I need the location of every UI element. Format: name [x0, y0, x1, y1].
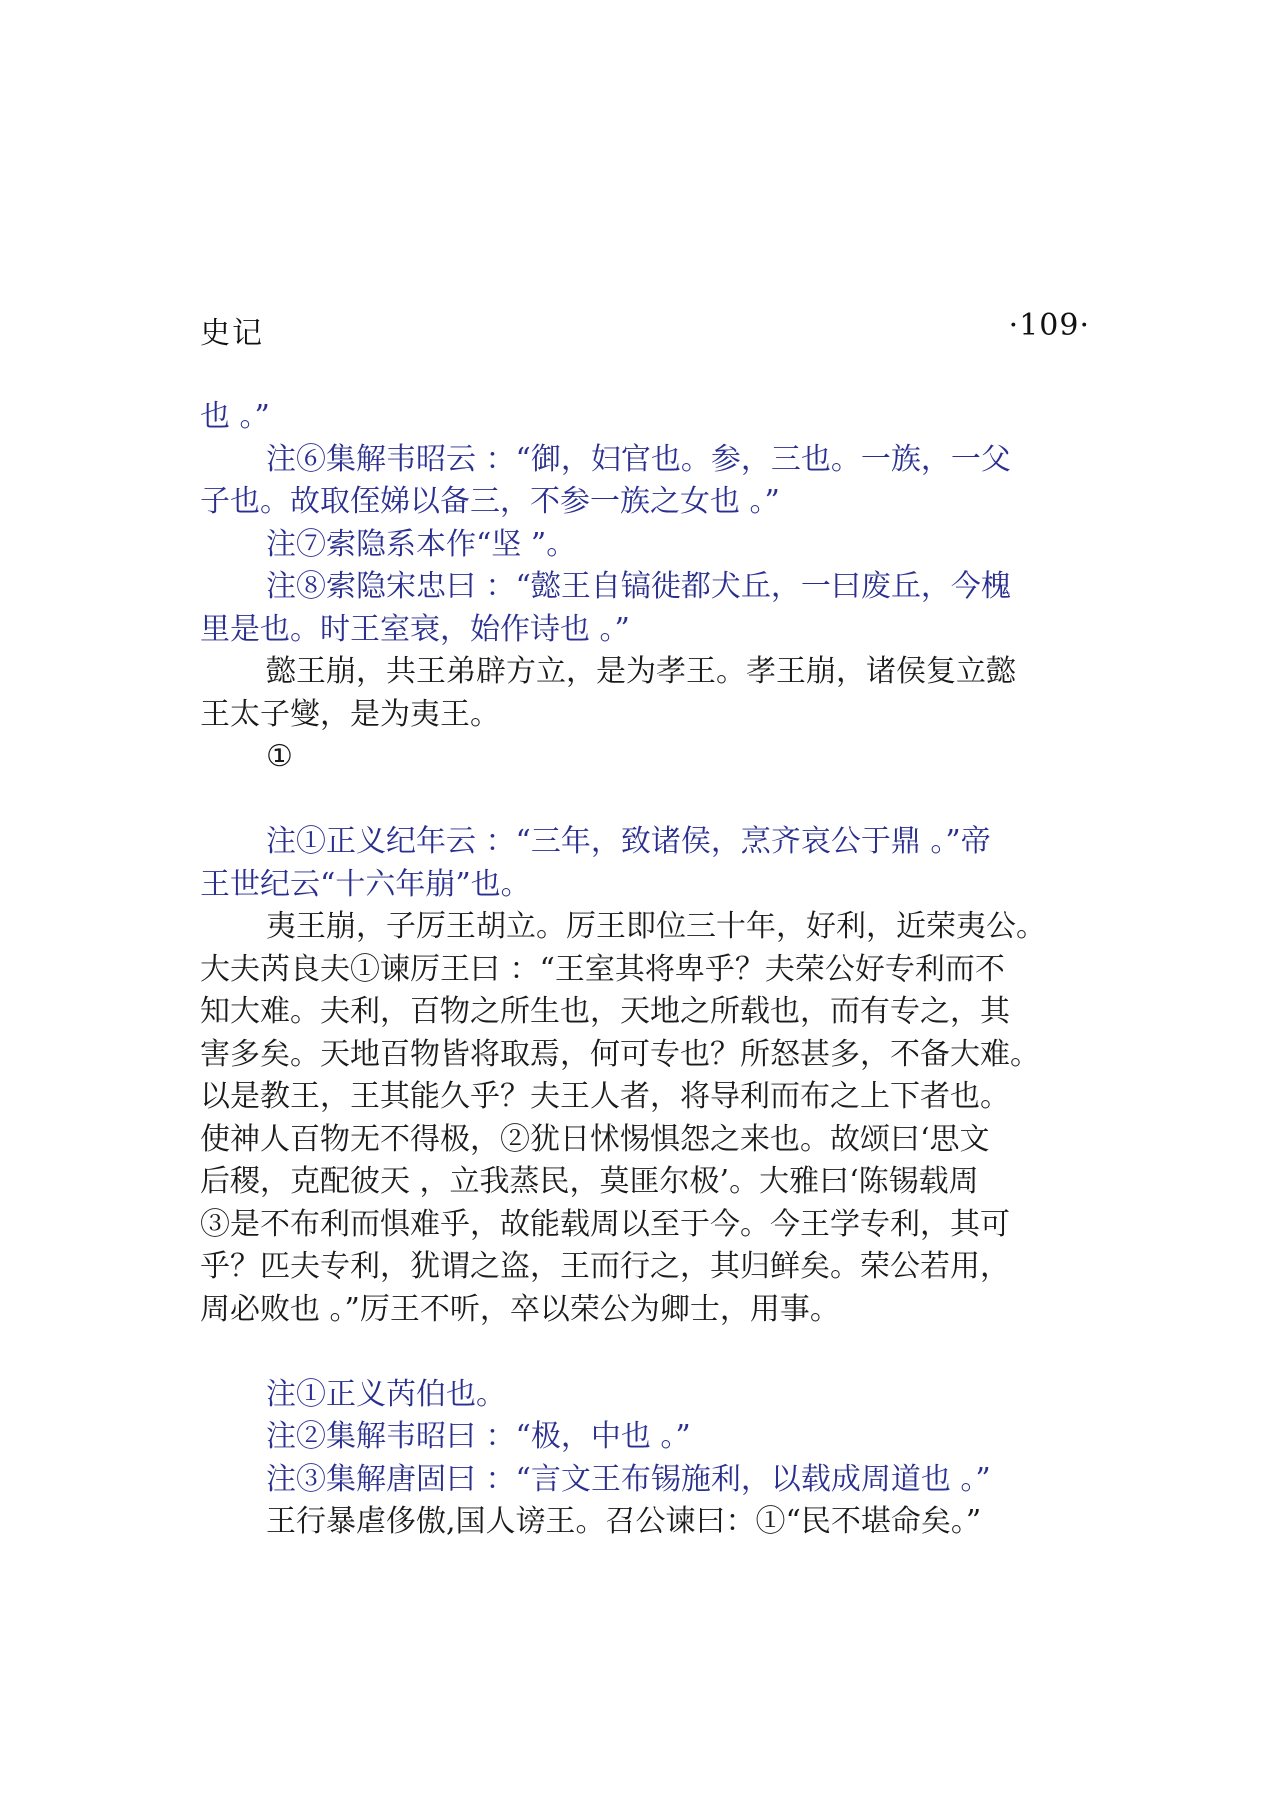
text-line: 害多矣。天地百物皆将取焉，何可专也？所怒甚多，不备大难。	[200, 1036, 1040, 1072]
annotation-line: 也 。”	[200, 399, 270, 434]
page-header	[200, 308, 1090, 354]
annotation-line: 王世纪云“十六年崩”也。	[200, 866, 531, 902]
text-line: 知大难。夫利，百物之所生也，天地之所载也，而有专之，其	[200, 994, 1010, 1029]
annotation-line: 注①正义芮伯也。	[266, 1376, 506, 1412]
text-line: 乎？匹夫专利，犹谓之盗，王而行之，其归鲜矣。荣公若用，	[200, 1249, 1010, 1284]
annotation-line: 注③集解唐固曰 ：“言文王布锡施利，以载成周道也 。”	[266, 1461, 991, 1497]
text-line: 王太子燮，是为夷王。	[200, 696, 500, 732]
text-line: ③是不布利而惧难乎，故能载周以至于今。今王学专利，其可	[200, 1206, 1010, 1242]
annotation-line: 注⑧索隐宋忠曰 ：“懿王自镐徙都犬丘，一曰废丘，今槐	[266, 569, 1011, 604]
text-line: 以是教王，王其能久乎？夫王人者，将导利而布之上下者也。	[200, 1079, 1010, 1114]
text-line: 大夫芮良夫①谏厉王曰 ：“王室其将卑乎？夫荣公好专利而不	[200, 951, 1005, 987]
annotation-line: 里是也。时王室衰，始作诗也 。”	[200, 611, 630, 647]
page-number: ·109·	[1008, 308, 1090, 343]
book-title: 史记	[200, 316, 264, 351]
text-line: 周必败也 。”厉王不听，卒以荣公为卿士，用事。	[200, 1291, 840, 1327]
annotation-line: 注⑦索隐系本作“坚 ”。	[266, 526, 577, 562]
annotation-line: 子也。故取侄娣以备三，不参一族之女也 。”	[200, 484, 780, 519]
annotation-line: 注①正义纪年云 ：“三年，致诸侯，烹齐哀公于鼎 。”帝	[266, 824, 991, 859]
annotation-line: 注⑥集解韦昭云 ：“御，妇官也。参，三也。一族，一父	[266, 441, 1011, 477]
page-body	[200, 396, 1090, 1544]
text-line: 后稷，克配彼天 ，立我蒸民，莫匪尔极’。大雅曰‘陈锡载周	[200, 1164, 979, 1199]
text-line: 王行暴虐侈傲,国人谤王。召公谏曰：①“民不堪命矣。”	[266, 1504, 982, 1539]
text-line: ①	[266, 739, 293, 774]
text-line: 夷王崩，子厉王胡立。厉王即位三十年，好利，近荣夷公。	[266, 909, 1046, 944]
text-line: 懿王崩，共王弟辟方立，是为孝王。孝王崩，诸侯复立懿	[266, 654, 1016, 689]
annotation-line: 注②集解韦昭曰 ：“极，中也 。”	[266, 1419, 691, 1454]
text-line: 使神人百物无不得极，②犹日怵惕惧怨之来也。故颂曰‘思文	[200, 1121, 990, 1157]
paragraph-gap	[200, 779, 1090, 822]
paragraph-gap	[200, 1331, 1090, 1374]
